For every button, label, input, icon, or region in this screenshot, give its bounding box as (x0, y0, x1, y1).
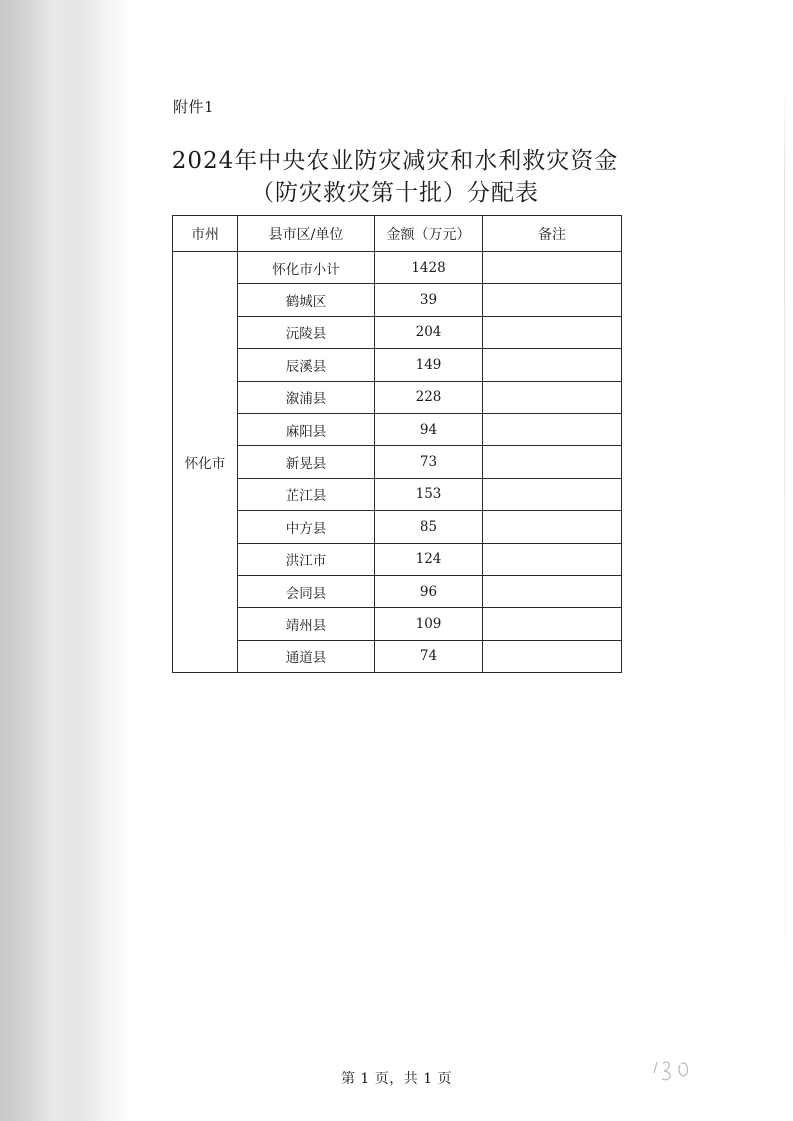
handwritten-mark (650, 1053, 710, 1083)
note-cell (483, 252, 622, 284)
unit-cell: 溆浦县 (238, 381, 375, 413)
table-row (173, 284, 622, 316)
header-amount: 金额（万元） (375, 216, 483, 252)
scan-edge-line (784, 80, 785, 1080)
table-row (173, 381, 622, 413)
amount-cell: 149 (375, 349, 483, 381)
table-row (173, 252, 622, 284)
amount-cell: 124 (375, 543, 483, 575)
document-title-line2: （防灾救灾第十批）分配表 (251, 180, 539, 206)
unit-cell: 通道县 (238, 640, 375, 672)
header-unit: 县市区/单位 (238, 216, 375, 252)
table-row (173, 316, 622, 348)
unit-cell: 芷江县 (238, 478, 375, 510)
amount-cell: 1428 (375, 252, 483, 284)
amount-cell: 39 (375, 284, 483, 316)
note-cell (483, 413, 622, 445)
table-row (173, 640, 622, 672)
amount-cell: 228 (375, 381, 483, 413)
unit-cell: 靖州县 (238, 608, 375, 640)
amount-cell: 74 (375, 640, 483, 672)
note-cell (483, 316, 622, 348)
unit-cell: 会同县 (238, 575, 375, 607)
note-cell (483, 478, 622, 510)
header-note: 备注 (483, 216, 622, 252)
city-cell: 怀化市 (173, 252, 238, 673)
amount-cell: 94 (375, 413, 483, 445)
table-header-row (173, 216, 622, 252)
note-cell (483, 381, 622, 413)
note-cell (483, 608, 622, 640)
unit-cell: 中方县 (238, 511, 375, 543)
allocation-table (172, 215, 622, 673)
amount-cell: 73 (375, 446, 483, 478)
unit-cell: 怀化市小计 (238, 252, 375, 284)
page-footer: 第 1 页，共 1 页 (340, 1071, 453, 1087)
table-row (173, 349, 622, 381)
table-row (173, 446, 622, 478)
amount-cell: 153 (375, 478, 483, 510)
table-row (173, 575, 622, 607)
unit-cell: 鹤城区 (238, 284, 375, 316)
unit-cell: 洪江市 (238, 543, 375, 575)
unit-cell: 新晃县 (238, 446, 375, 478)
note-cell (483, 543, 622, 575)
scan-shadow-highlight (28, 0, 78, 1121)
document-title-line1: 2024年中央农业防灾减灾和水利救灾资金 (171, 148, 619, 174)
scan-shadow (0, 0, 130, 1121)
amount-cell: 96 (375, 575, 483, 607)
amount-cell: 85 (375, 511, 483, 543)
table-row (173, 543, 622, 575)
amount-cell: 109 (375, 608, 483, 640)
header-city: 市州 (173, 216, 238, 252)
note-cell (483, 575, 622, 607)
note-cell (483, 640, 622, 672)
table-row (173, 511, 622, 543)
note-cell (483, 511, 622, 543)
table-row (173, 478, 622, 510)
note-cell (483, 446, 622, 478)
note-cell (483, 284, 622, 316)
table-row (173, 608, 622, 640)
unit-cell: 沅陵县 (238, 316, 375, 348)
note-cell (483, 349, 622, 381)
unit-cell: 麻阳县 (238, 413, 375, 445)
table-row (173, 413, 622, 445)
attachment-label: 附件1 (173, 98, 215, 116)
amount-cell: 204 (375, 316, 483, 348)
unit-cell: 辰溪县 (238, 349, 375, 381)
